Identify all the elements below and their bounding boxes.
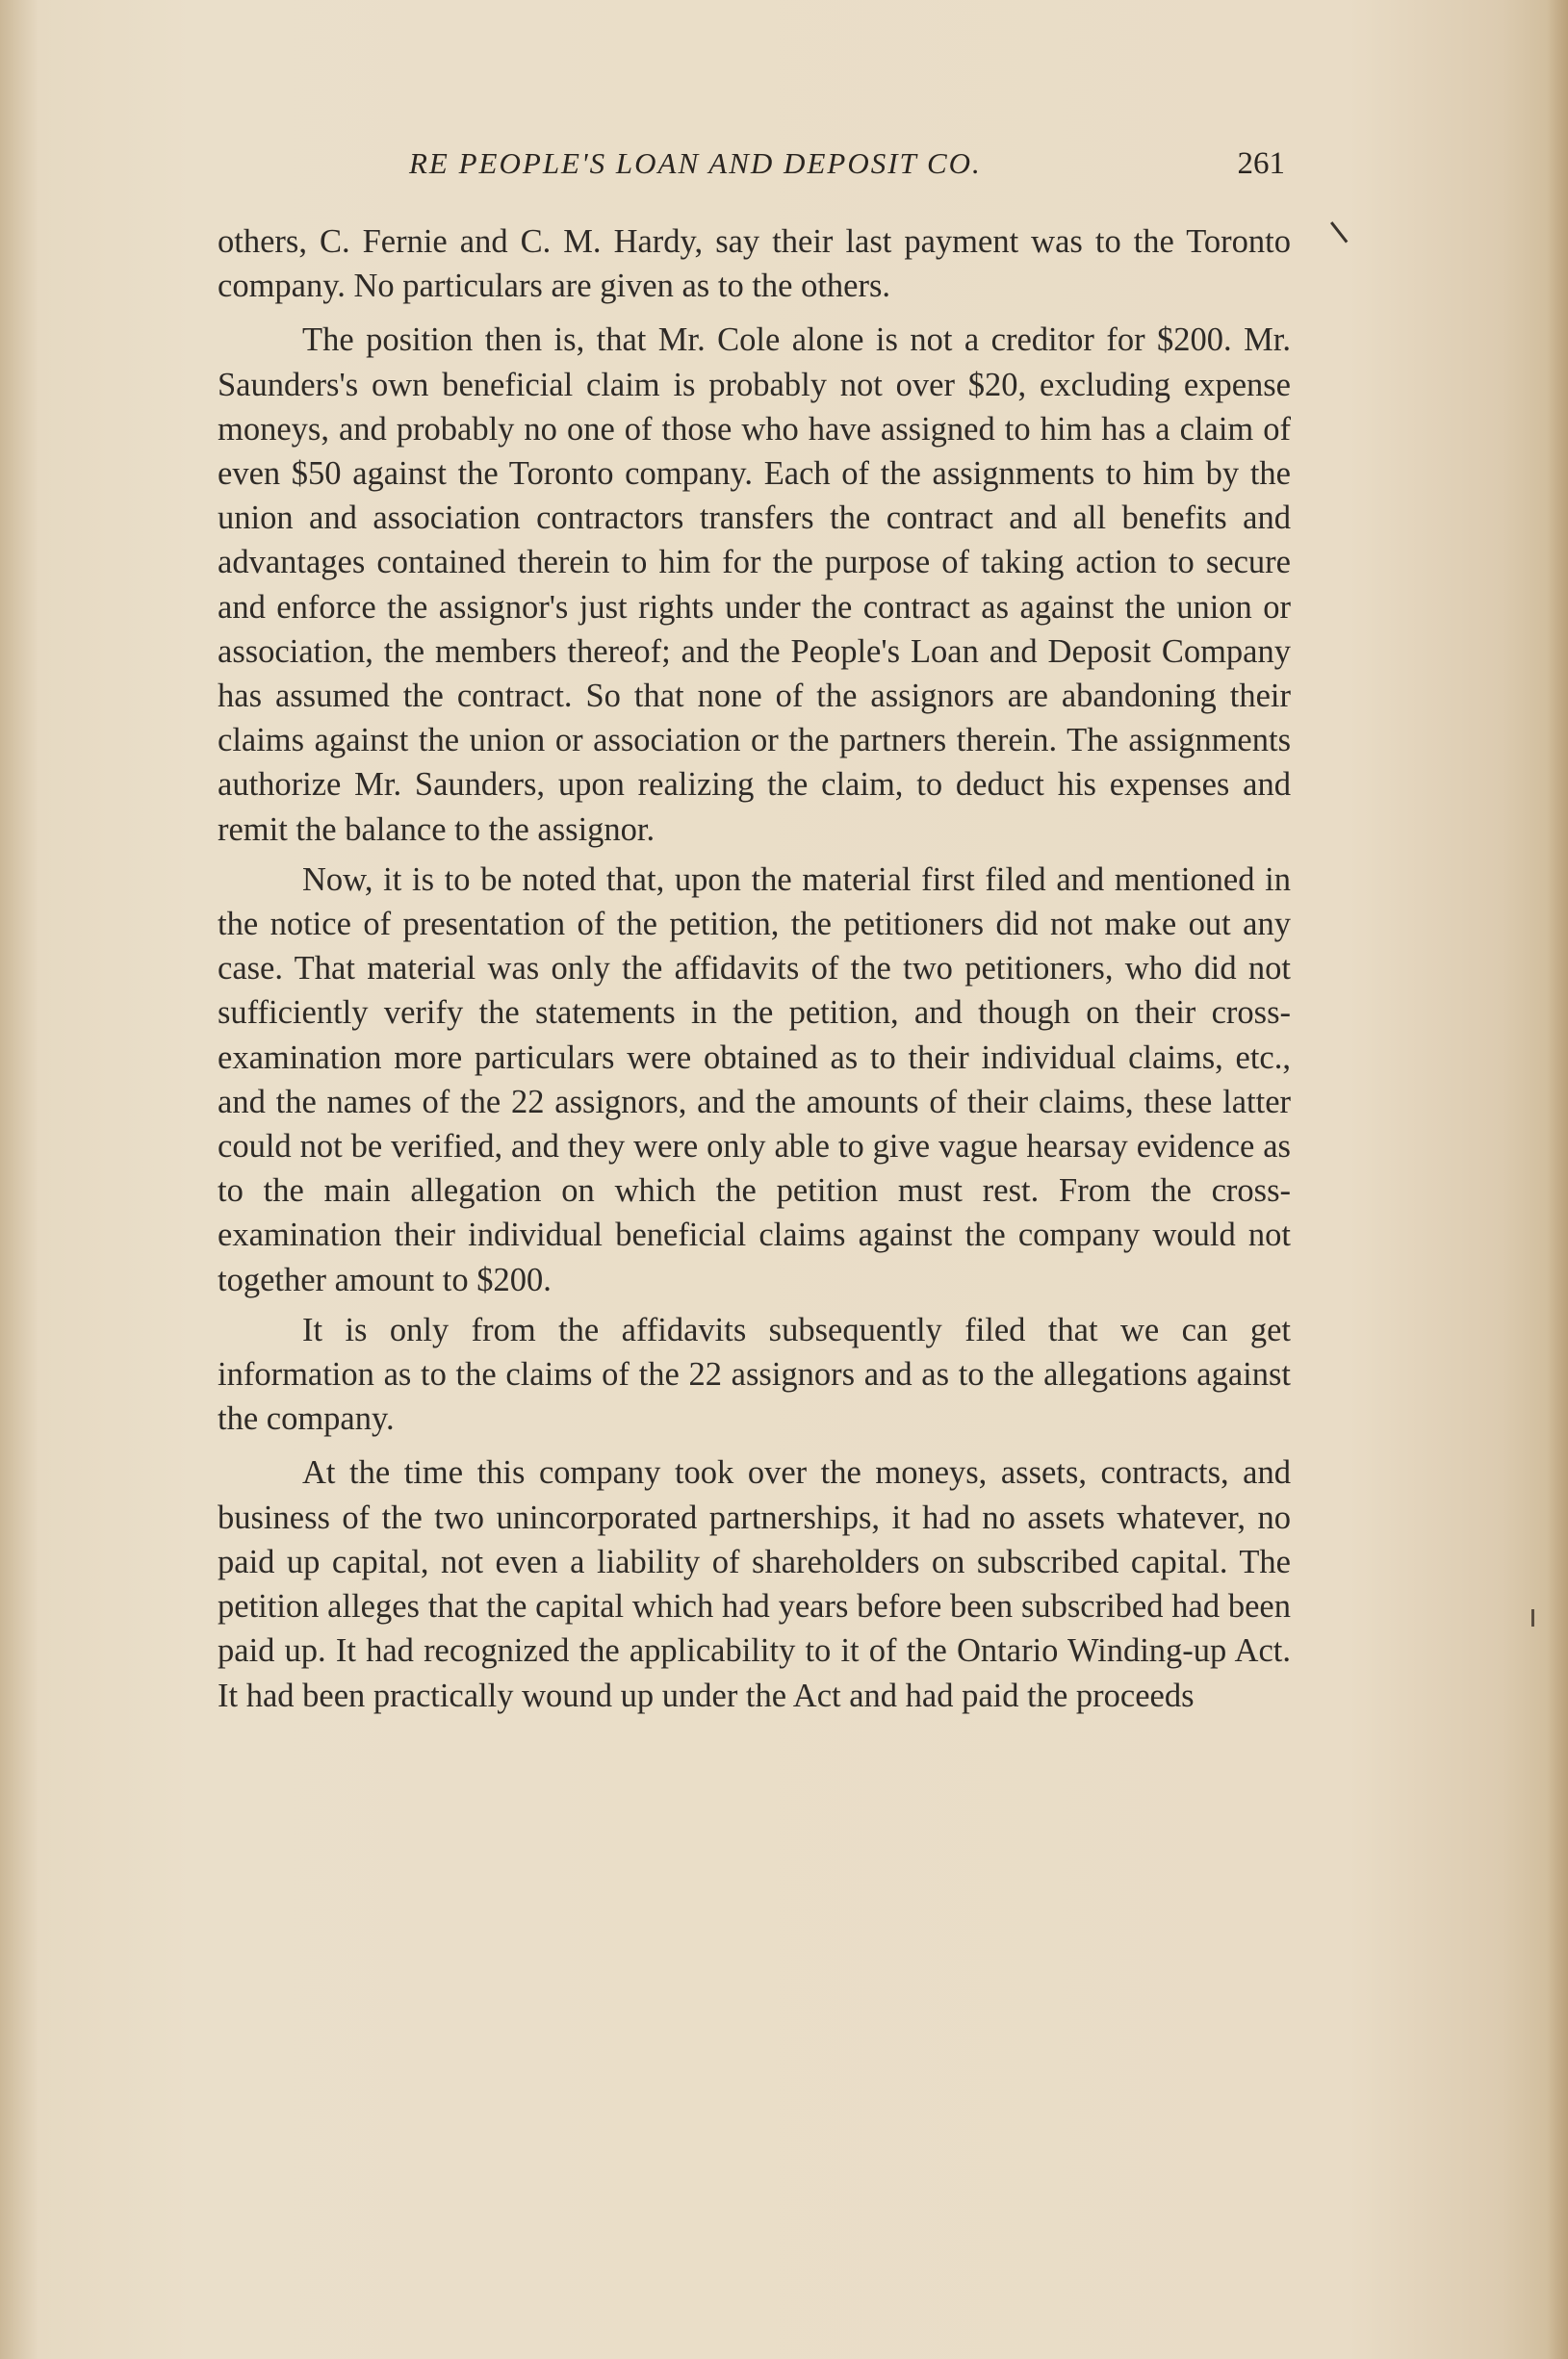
margin-pencil-mark (1330, 214, 1358, 244)
running-head (409, 146, 1285, 194)
body-text (218, 219, 1291, 1718)
page-edge-shadow (1547, 0, 1568, 2359)
page-number: 261 (1237, 146, 1285, 181)
paragraph-5: At the time this company took over the moneys, assets, contracts, and business of the two unincorporated partnerships, it had no assets whatever, no paid up capital, not even a liability of shareholders on subscribed capital. The petition alleges that the capital which had years before been subscribed had been paid up. It had recognized the applicability to it of the Ontario Winding-up Act. It had been practically wound up under the Act and had paid the proceeds (218, 1454, 1291, 1714)
paragraph-3: Now, it is to be noted that, upon the material first filed and mentioned in the notice of presentation of the petition, the petitioners did not make out any case. That material was only the affidavits of the two petitioners, who did not sufficiently verify the statements in the petition, and though on their cross-examination more particulars were obtained as to their individual claims, etc., and the names of the 22 assignors, and the amounts of their claims, these latter could not be verified, and they were only able to give vague hearsay evidence as to the main allegation on which the petition must rest. From the cross-examination their individual beneficial claims against the company would not together amount to $200. (218, 860, 1291, 1298)
margin-speck (1531, 1609, 1534, 1627)
paragraph-2: The position then is, that Mr. Cole alone is not a creditor for $200. Mr. Saunders's own beneficial claim is probably not over $20, excluding expense moneys, and probably no one of those who have assigned to him has a claim of even $50 against the Toronto company. Each of the assignments to him by the union and association contractors transfers the contract and all benefits and advantages contained therein to him for the purpose of taking action to secure and enforce the assignor's just rights under the contract as against the union or association, the members thereof; and the People's Loan and Deposit Company has assumed the contract. So that none of the assignors are abandoning their claims against the union or association or the partners therein. The assignments authorize Mr. Saunders, upon realizing the claim, to deduct his expenses and remit the balance to the assignor. (218, 321, 1291, 848)
running-title: RE PEOPLE'S LOAN AND DEPOSIT CO. (409, 146, 982, 180)
paragraph-1: others, C. Fernie and C. M. Hardy, say their last payment was to the Toronto company. No particulars are given as to the others. (218, 223, 1291, 305)
paragraph-4: It is only from the affidavits subsequently filed that we can get information as to the claims of the 22 assignors and as to the allegations against the company. (218, 1311, 1291, 1438)
